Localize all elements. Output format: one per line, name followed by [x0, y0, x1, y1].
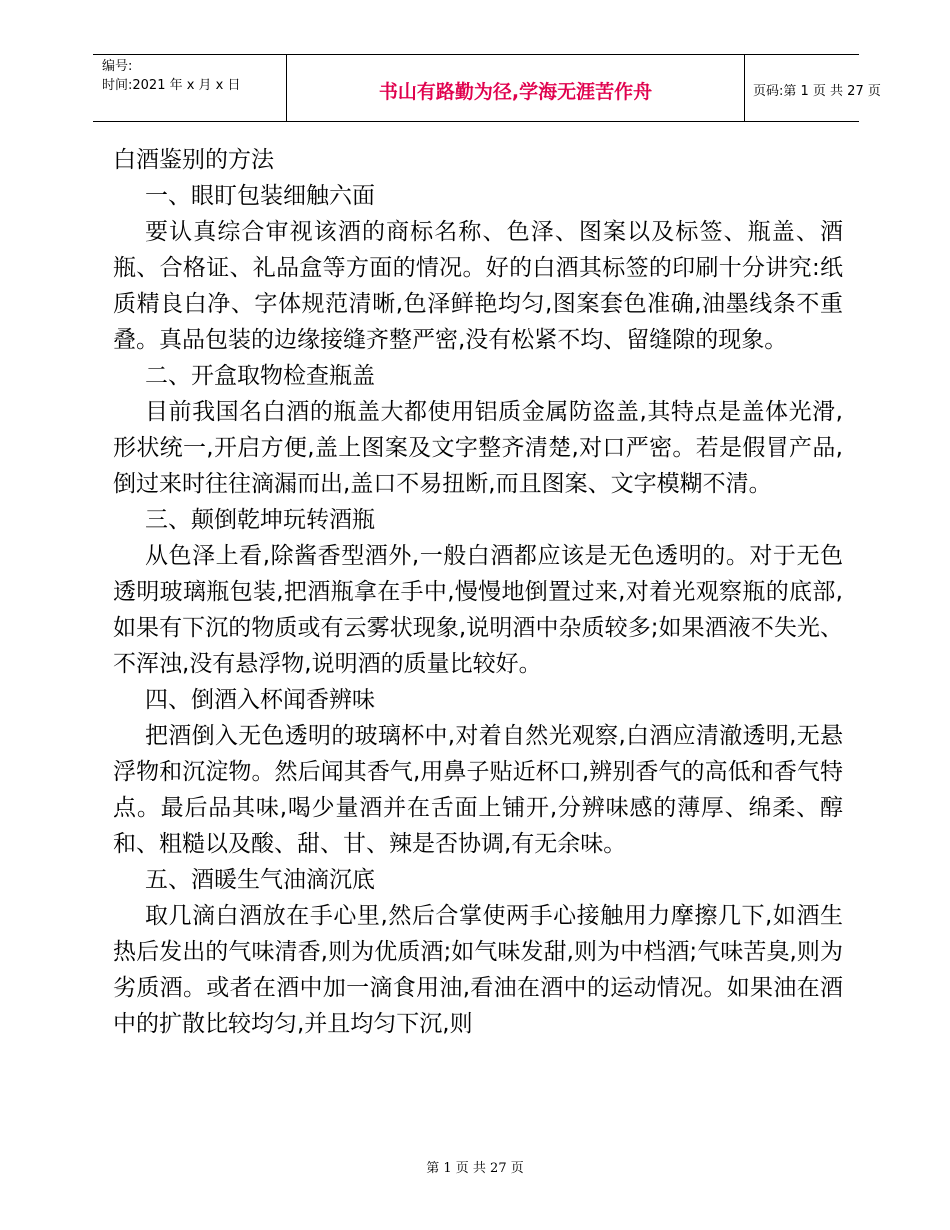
page-footer: 第 1 页 共 27 页: [426, 1161, 524, 1176]
section-paragraph: 把酒倒入无色透明的玻璃杯中,对着自然光观察,白酒应清澈透明,无悬浮物和沉淀物。然后闻其香气,用鼻子贴近杯口,辨别香气的高低和香气特点。最后品其味,喝少量酒并在舌面上铺开,分辨味感的薄厚、绵柔、醇和、粗糙以及酸、甜、甘、辣是否协调,有无余味。: [113, 723, 843, 857]
header-page-cell: [744, 55, 881, 121]
document-number-label: 编号:: [102, 59, 133, 74]
section-heading: 三、颠倒乾坤玩转酒瓶: [145, 507, 375, 533]
header-motto: 书山有路勤为径,学海无涯苦作舟: [378, 81, 653, 103]
section-heading: 一、眼盯包装细触六面: [145, 183, 375, 209]
section-paragraph: 要认真综合审视该酒的商标名称、色泽、图案以及标签、瓶盖、酒瓶、合格证、礼品盒等方面的情况。好的白酒其标签的印刷十分讲究:纸质精良白净、字体规范清晰,色泽鲜艳均匀,图案套色准确,油墨线条不重叠。真品包装的边缘接缝齐整严密,没有松紧不均、留缝隙的现象。: [113, 219, 843, 353]
document-time-label: 时间:2021 年 x 月 x 日: [102, 78, 241, 93]
header-motto-cell: [286, 55, 745, 121]
page-header: [93, 54, 881, 122]
section-heading: 二、开盒取物检查瓶盖: [145, 363, 375, 389]
header-meta-cell: [93, 55, 286, 121]
section-paragraph: 目前我国名白酒的瓶盖大都使用铝质金属防盗盖,其特点是盖体光滑,形状统一,开启方便,盖上图案及文字整齐清楚,对口严密。若是假冒产品,倒过来时往往滴漏而出,盖口不易扭断,而且图案、文字模糊不清。: [113, 399, 843, 497]
section-heading: 四、倒酒入杯闻香辨味: [145, 687, 375, 713]
section-paragraph: 从色泽上看,除酱香型酒外,一般白酒都应该是无色透明的。对于无色透明玻璃瓶包装,把酒瓶拿在手中,慢慢地倒置过来,对着光观察瓶的底部,如果有下沉的物质或有云雾状现象,说明酒中杂质较多;如果酒液不失光、不浑浊,没有悬浮物,说明酒的质量比较好。: [113, 543, 843, 677]
section-heading: 五、酒暖生气油滴沉底: [145, 867, 375, 893]
section-paragraph: 取几滴白酒放在手心里,然后合掌使两手心接触用力摩擦几下,如酒生热后发出的气味清香,则为优质酒;如气味发甜,则为中档酒;气味苦臭,则为劣质酒。或者在酒中加一滴食用油,看油在酒中的运动情况。如果油在酒中的扩散比较均匀,并且均匀下沉,则: [113, 903, 843, 1037]
document-title: 白酒鉴别的方法: [113, 147, 274, 173]
header-page-info: 页码:第 1 页 共 27 页: [753, 84, 881, 99]
document-body: [113, 142, 843, 1042]
